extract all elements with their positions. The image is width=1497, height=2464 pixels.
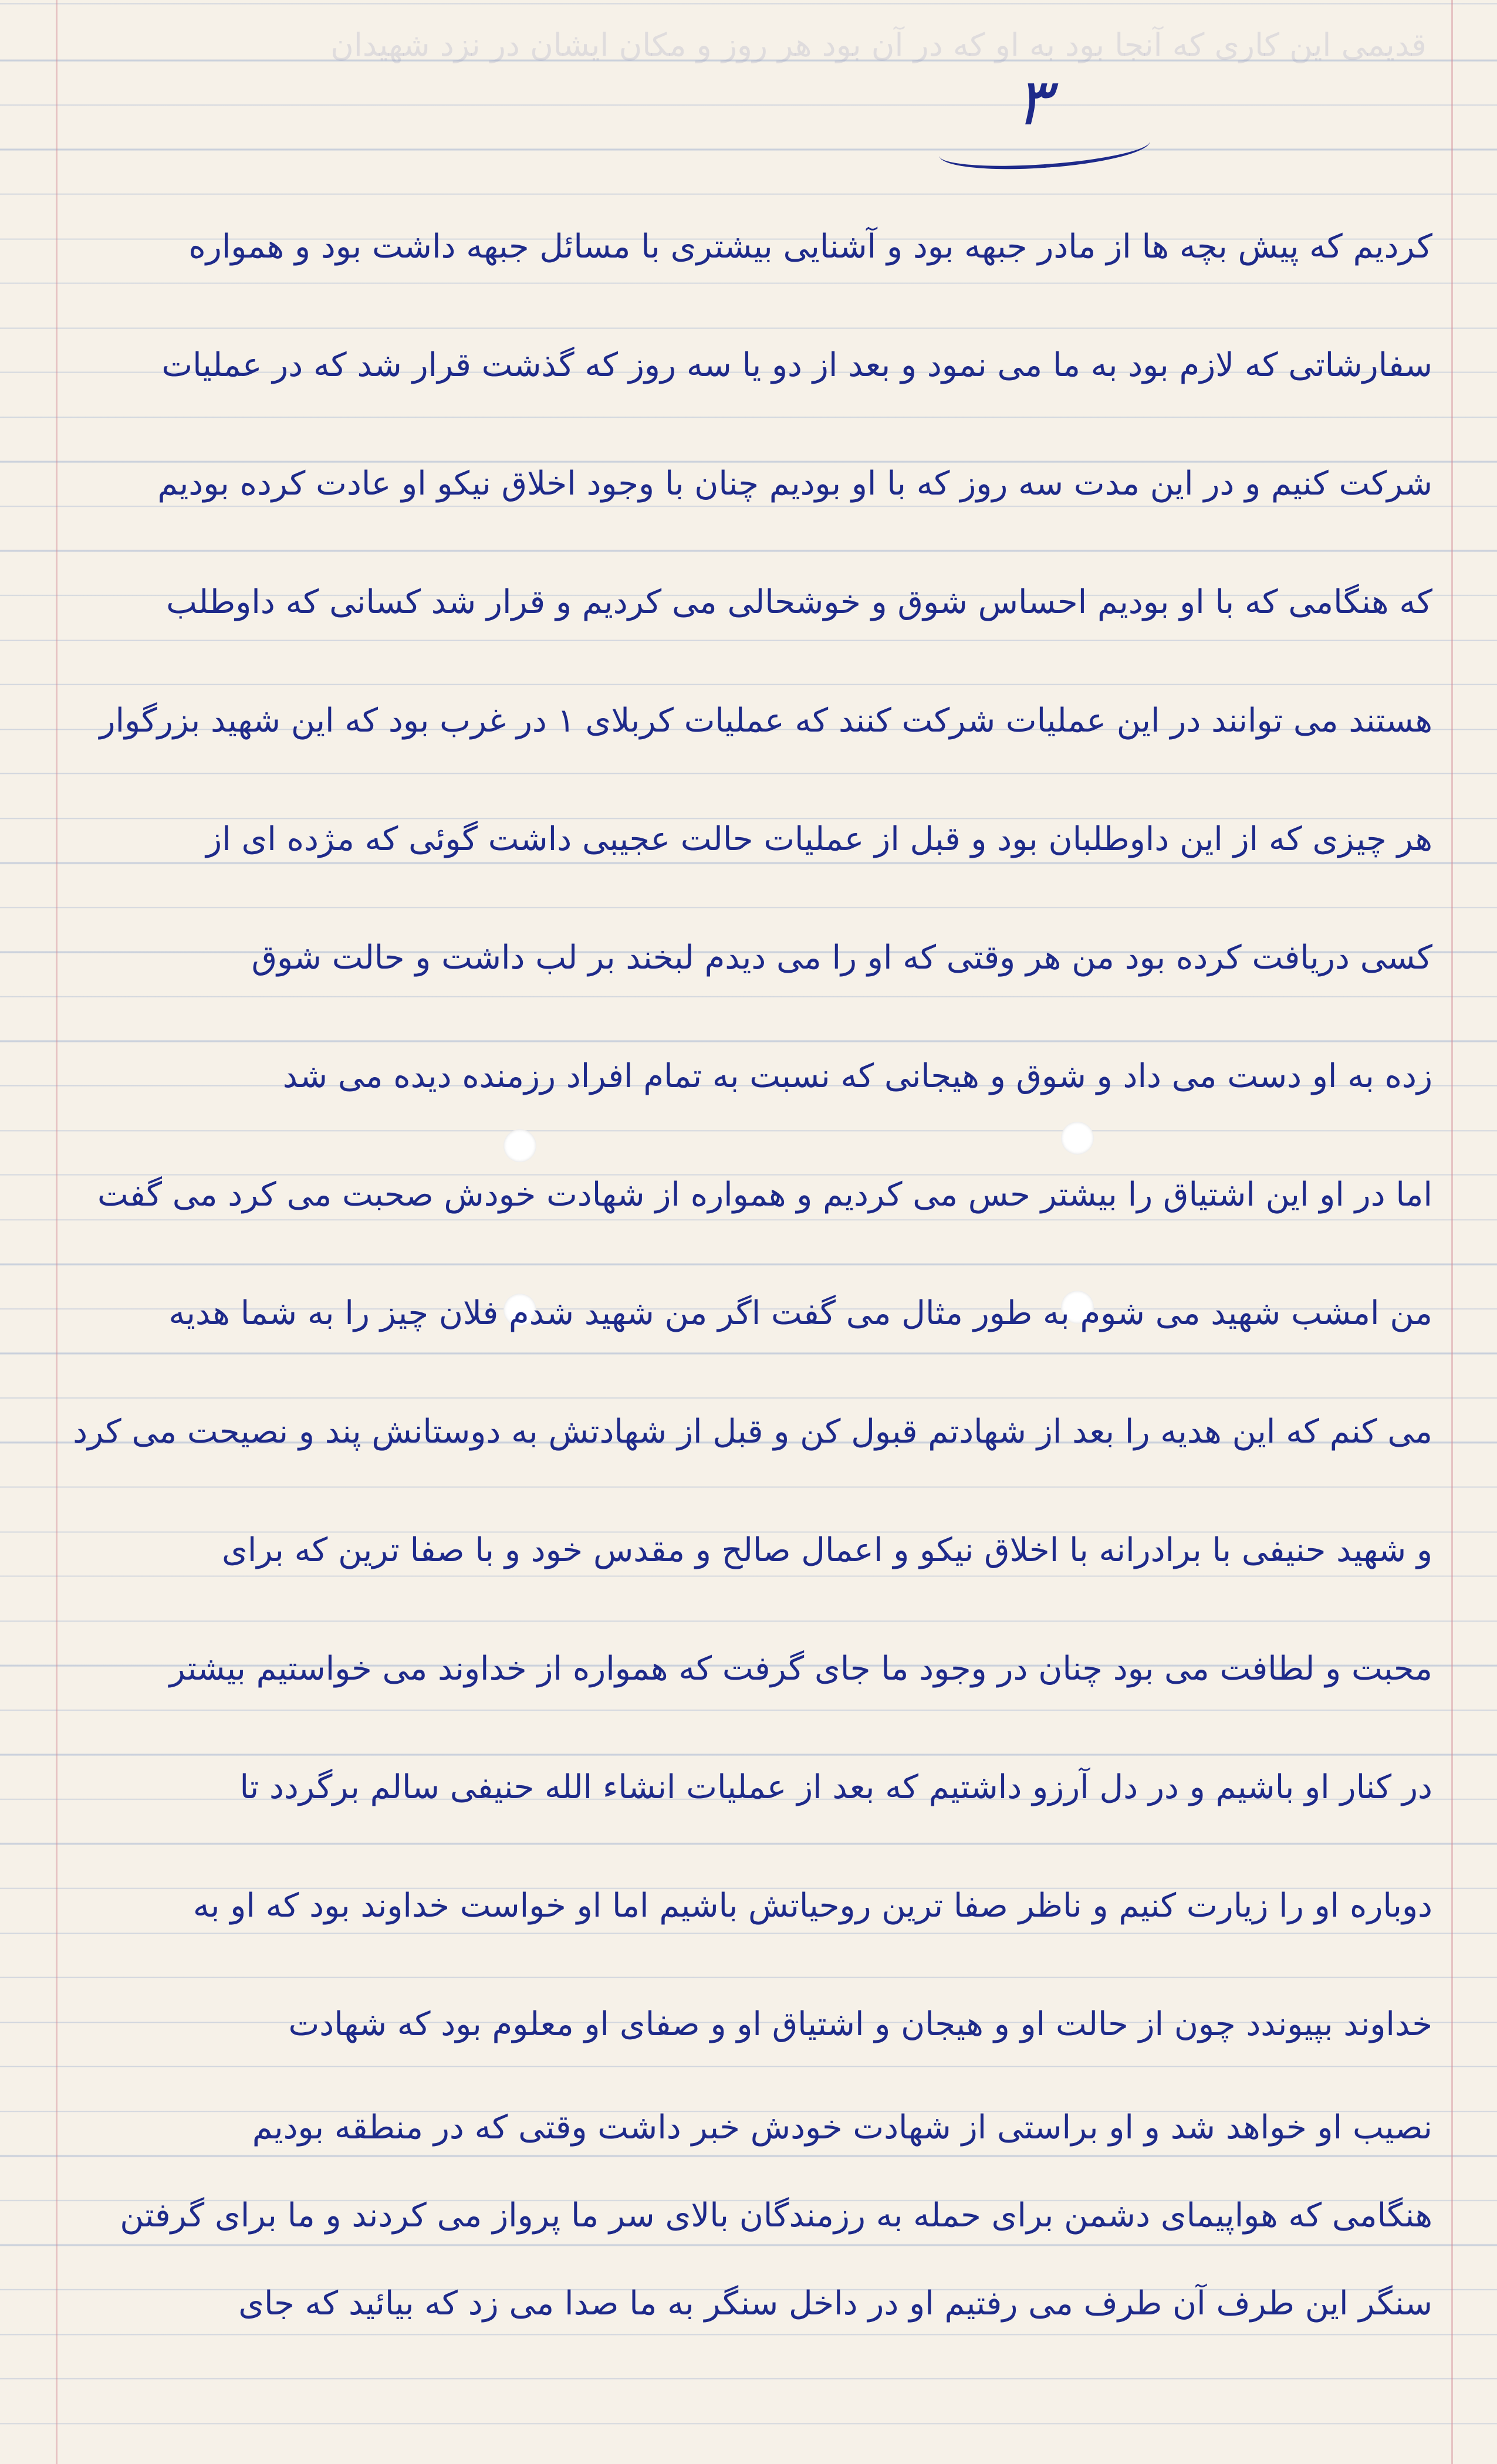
text-line-7: کسی دریافت کرده بود من هر وقتی که او را می دیدم لبخند بر لب داشت و حالت شوق <box>251 939 1432 977</box>
text-line-2: سفارشاتی که لازم بود به ما می نمود و بعد از دو یا سه روز که گذشت قرار شد که در عملیات <box>161 346 1432 384</box>
text-line-4: که هنگامی که با او بودیم احساس شوق و خوشحالی می کردیم و قرار شد کسانی که داوطلب <box>166 583 1432 621</box>
text-line-8: زده به او دست می داد و شوق و هیجانی که نسبت به تمام افراد رزمنده دیده می شد <box>282 1057 1432 1095</box>
text-line-13: محبت و لطافت می بود چنان در وجود ما جای گرفت که همواره از خداوند می خواستیم بیشتر <box>169 1650 1432 1688</box>
text-line-15: دوباره او را زیارت کنیم و ناظر صفا ترین روحیاتش باشیم اما او خواست خداوند بود که او به <box>192 1887 1432 1925</box>
text-line-6: هر چیزی که از این داوطلبان بود و قبل از عملیات حالت عجیبی داشت گوئی که مژده ای از <box>206 820 1432 858</box>
text-line-5: هستند می توانند در این عملیات شرکت کنند که عملیات کربلای ۱ در غرب بود که این شهید بزرگوار <box>99 702 1432 740</box>
margin-line-right <box>1451 0 1453 2464</box>
handwritten-text <box>70 188 1432 2348</box>
text-line-14: در کنار او باشیم و در دل آرزو داشتیم که بعد از عملیات انشاء الله حنیفی سالم برگردد تا <box>239 1768 1432 1806</box>
bleed-through-text: قدیمی این کاری که آنجا بود به او که در آن بود هر روز و مکان ایشان در نزد شهیدان <box>330 26 1427 63</box>
text-line-3: شرکت کنیم و در این مدت سه روز که با او بودیم چنان با وجود اخلاق نیکو او عادت کرده بودیم <box>157 465 1432 503</box>
text-line-10: من امشب شهید می شوم به طور مثال می گفت اگر من شهید شدم فلان چیز را به شما هدیه <box>168 1294 1432 1332</box>
page-number-underline <box>938 122 1151 175</box>
text-line-12: و شهید حنیفی با برادرانه با اخلاق نیکو و اعمال صالح و مقدس خود و با صفا ترین که برای <box>221 1531 1432 1569</box>
text-line-1: کردیم که پیش بچه ها از مادر جبهه بود و آشنایی بیشتری با مسائل جبهه داشت بود و همواره <box>188 228 1432 266</box>
text-line-17: نصیب او خواهد شد و او براستی از شهادت خودش خبر داشت وقتی که در منطقه بودیم <box>252 2108 1432 2147</box>
text-line-9: اما در او این اشتیاق را بیشتر حس می کردیم و همواره از شهادت خودش صحبت می کرد می گفت <box>97 1176 1432 1214</box>
text-line-11: می کنم که این هدیه را بعد از شهادتم قبول کن و قبل از شهادتش به دوستانش پند و نصیحت می کرد <box>73 1413 1432 1451</box>
text-line-16: خداوند بپیوندد چون از حالت او و هیجان و اشتیاق او و صفای او معلوم بود که شهادت <box>288 2005 1432 2043</box>
margin-line-left <box>56 0 58 2464</box>
text-line-18: هنگامی که هواپیمای دشمن برای حمله به رزمندگان بالای سر ما پرواز می کردند و ما برای گرفتن <box>120 2196 1432 2235</box>
page-number: ۳ <box>1015 65 1050 140</box>
text-line-19: سنگر این طرف آن طرف می رفتیم او در داخل سنگر به ما صدا می زد که بیائید که جای <box>238 2284 1432 2323</box>
